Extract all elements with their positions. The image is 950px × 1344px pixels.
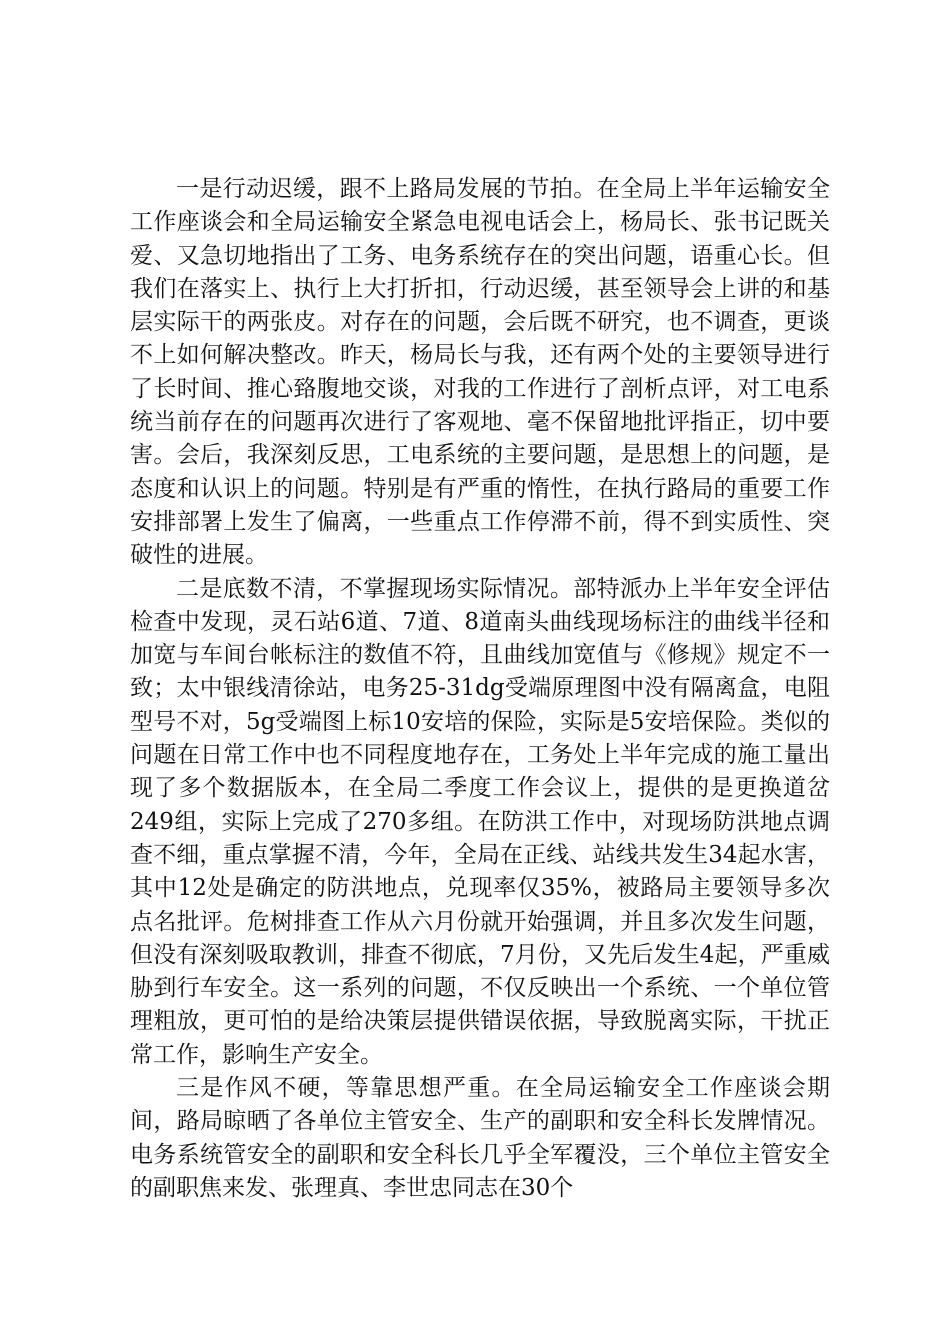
document-body xyxy=(130,173,830,1205)
paragraph-2: 二是底数不清，不掌握现场实际情况。部特派办上半年安全评估检查中发现，灵石站6道、7道、8道南头曲线现场标注的曲线半径和加宽与车间台帐标注的数值不符，且曲线加宽值与《修规》规定不一致；太中银线清徐站，电务25-31dg受端原理图中没有隔离盒，电阻型号不对，5g受端图上标10安培的保险，实际是5安培保险。类似的问题在日常工作中也不同程度地存在，工务处上半年完成的施工量出现了多个数据版本，在全局二季度工作会议上，提供的是更换道岔249组，实际上完成了270多组。在防洪工作中，对现场防洪地点调查不细，重点掌握不清，今年，全局在正线、站线共发生34起水害，其中12处是确定的防洪地点，兑现率仅35%，被路局主要领导多次点名批评。危树排查工作从六月份就开始强调，并且多次发生问题，但没有深刻吸取教训，排查不彻底，7月份，又先后发生4起，严重威胁到行车安全。这一系列的问题，不仅反映出一个系统、一个单位管理粗放，更可怕的是给决策层提供错误依据，导致脱离实际，干扰正常工作，影响生产安全。 xyxy=(130,575,830,1068)
paragraph-1: 一是行动迟缓，跟不上路局发展的节拍。在全局上半年运输安全工作座谈会和全局运输安全紧急电视电话会上，杨局长、张书记既关爱、又急切地指出了工务、电务系统存在的突出问题，语重心长。但我们在落实上、执行上大打折扣，行动迟缓，甚至领导会上讲的和基层实际干的两张皮。对存在的问题，会后既不研究，也不调查，更谈不上如何解决整改。昨天，杨局长与我，还有两个处的主要领导进行了长时间、推心臵腹地交谈，对我的工作进行了剖析点评，对工电系统当前存在的问题再次进行了客观地、毫不保留地批评指正，切中要害。会后，我深刻反思，工电系统的主要问题，是思想上的问题，是态度和认识上的问题。特别是有严重的惰性，在执行路局的重要工作安排部署上发生了偏离，一些重点工作停滞不前，得不到实质性、突破性的进展。 xyxy=(130,176,830,569)
paragraph-3: 三是作风不硬，等靠思想严重。在全局运输安全工作座谈会期间，路局晾晒了各单位主管安全、生产的副职和安全科长发牌情况。电务系统管安全的副职和安全科长几乎全军覆没，三个单位主管安全的副职焦来发、张理真、李世忠同志在30个 xyxy=(130,1075,830,1201)
